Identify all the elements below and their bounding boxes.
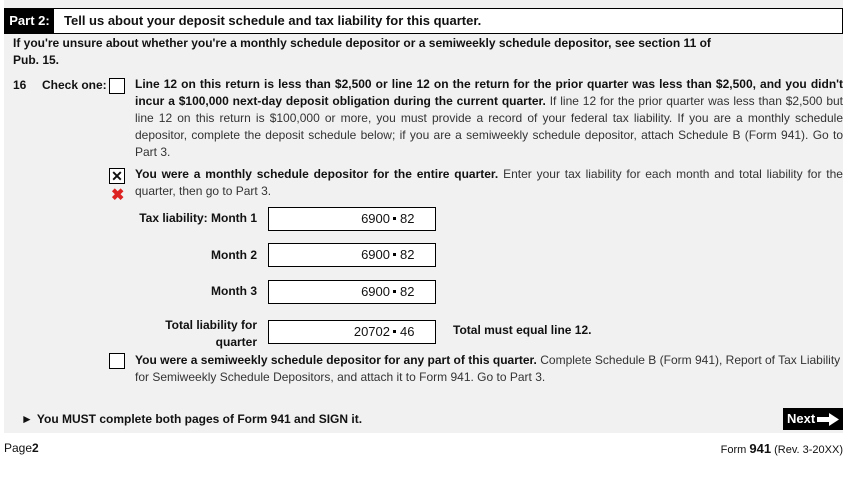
form-number: 941 xyxy=(749,441,772,456)
decimal-point xyxy=(393,217,396,220)
month2-amount-field[interactable] xyxy=(268,243,436,267)
decimal-point xyxy=(393,290,396,293)
month3-amount-field[interactable] xyxy=(268,280,436,304)
total-dollars: 20702 xyxy=(353,324,390,339)
option3-checkbox[interactable] xyxy=(109,353,125,369)
month2-label: Month 2 xyxy=(211,248,257,262)
total-label-line1: Total liability for xyxy=(165,318,257,332)
month3-label: Month 3 xyxy=(211,284,257,298)
form-revision: (Rev. 3-20XX) xyxy=(774,444,843,456)
option2-normal-text: Enter your tax liability for each month and total liability for the quarter, then go to Part 3. xyxy=(135,167,843,198)
total-amount-field[interactable] xyxy=(268,320,436,344)
part-label: Part 2: xyxy=(5,9,54,33)
page-prefix: Page xyxy=(4,441,33,455)
part-header xyxy=(4,8,843,34)
error-x-icon: ✖ xyxy=(111,187,125,204)
must-sign-text: You MUST complete both pages of Form 941 and SIGN it. xyxy=(36,412,363,426)
next-button[interactable] xyxy=(783,408,843,430)
month1-amount-field[interactable] xyxy=(268,207,436,231)
option1-bold-text: Line 12 on this return is less than $2,500 or line 12 on the return for the prior quarter was less than $2,500, and you didn't incur a $100,000 next-day deposit obligation during the current quarter. xyxy=(135,77,843,108)
option1-checkbox[interactable] xyxy=(109,78,125,94)
month3-cents: 82 xyxy=(400,284,415,299)
triangle-right-icon: ► xyxy=(21,412,33,426)
page-label xyxy=(4,441,39,455)
next-button-label: Next xyxy=(787,411,816,426)
line-16-number: 16 xyxy=(13,78,27,92)
month1-cents: 82 xyxy=(400,211,415,226)
month1-dollars: 6900 xyxy=(361,211,390,226)
total-liability-label xyxy=(127,317,257,351)
option1-normal-text: If line 12 for the prior quarter was less than $2,500 but line 12 on this return is $100,000 or more, you must provide a record of your federal tax liability. If you are a monthly schedule depositor, complete the deposit schedule below; if you are a semiweekly schedule depositor, attach Schedule B (Form 941). Go to Part 3. xyxy=(135,94,844,159)
option2-text xyxy=(135,166,843,200)
check-mark-icon: ✕ xyxy=(111,168,123,184)
form-reference xyxy=(721,441,843,456)
option3-bold-text: You were a semiweekly schedule depositor for any part of this quarter. xyxy=(135,353,537,367)
total-label-line2: quarter xyxy=(215,335,257,349)
option2-checkbox[interactable] xyxy=(109,168,125,184)
arrow-right-icon xyxy=(817,413,839,426)
unsure-note: If you're unsure about whether you're a monthly schedule depositor or a semiweekly schedule depositor, see section 11 of Pub. 15. xyxy=(13,36,711,67)
month2-cents: 82 xyxy=(400,247,415,262)
month1-label: Tax liability: Month 1 xyxy=(139,211,257,225)
month2-dollars: 6900 xyxy=(361,247,390,262)
total-note: Total must equal line 12. xyxy=(453,323,592,337)
month3-dollars: 6900 xyxy=(361,284,390,299)
total-cents: 46 xyxy=(400,324,415,339)
option3-normal-text: Complete Schedule B (Form 941), Report of Tax Liability for Semiweekly Schedule Depositors, and attach it to Form 941. Go to Part 3. xyxy=(135,353,841,384)
decimal-point xyxy=(393,330,396,333)
decimal-point xyxy=(393,253,396,256)
page-number: 2 xyxy=(32,441,39,455)
option3-text xyxy=(135,352,843,386)
option1-text xyxy=(135,76,843,161)
option2-bold-text: You were a monthly schedule depositor for the entire quarter. xyxy=(135,167,499,181)
line-16-label: Check one: xyxy=(42,78,107,92)
form-prefix: Form xyxy=(720,444,747,456)
part-title: Tell us about your deposit schedule and tax liability for this quarter. xyxy=(64,13,482,28)
must-sign-note xyxy=(21,412,362,426)
